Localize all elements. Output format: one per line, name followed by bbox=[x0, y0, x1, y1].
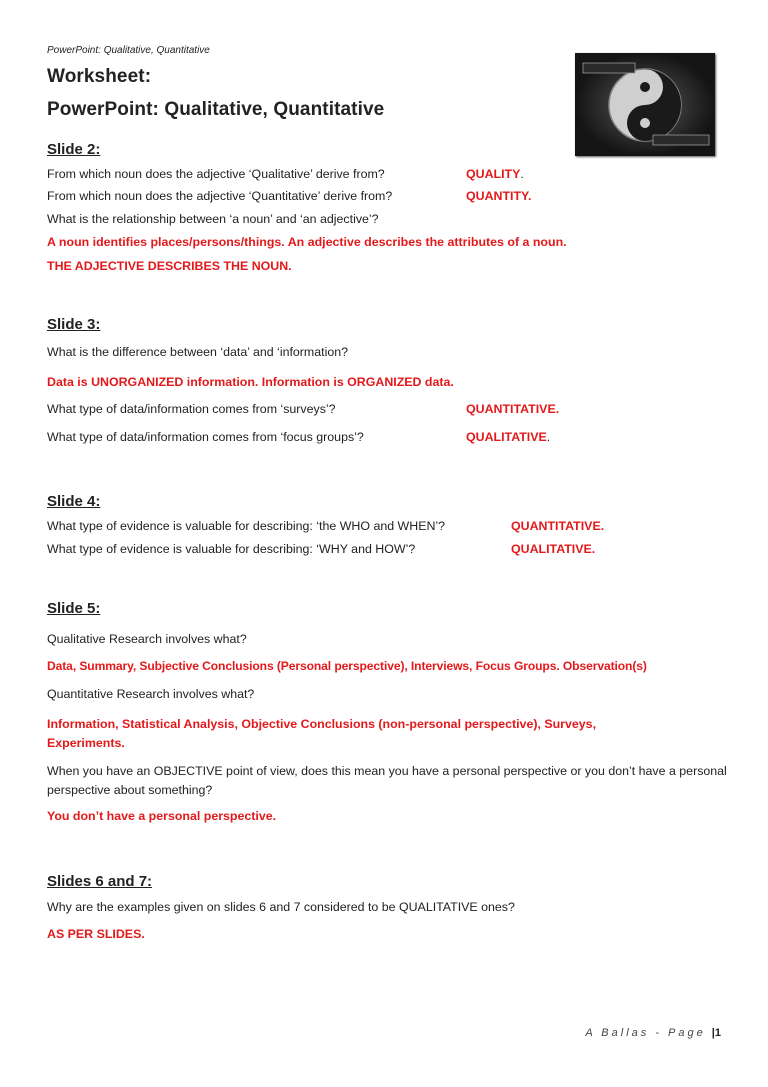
slide-5-answer-3: You don’t have a personal perspective. bbox=[47, 809, 277, 823]
page-header: PowerPoint: Qualitative, Quantitative bbox=[47, 45, 210, 56]
slide-2-answer-1: QUALITY bbox=[466, 167, 521, 181]
slide-5-heading: Slide 5: bbox=[47, 600, 101, 617]
slide-4-heading: Slide 4: bbox=[47, 493, 101, 510]
slide-4-answer-1: QUANTITATIVE. bbox=[511, 519, 605, 533]
slides-6-7-heading: Slides 6 and 7: bbox=[47, 873, 153, 890]
slide-3-question-2: What type of data/information comes from ‘surveys’? bbox=[47, 402, 336, 416]
slide-2-question-1: From which noun does the adjective ‘Qualitative’ derive from? bbox=[47, 167, 385, 181]
slide-5-question-2: Quantitative Research involves what? bbox=[47, 687, 255, 701]
slide-3-answer-2: QUANTITATIVE. bbox=[466, 402, 560, 416]
slides-6-7-answer-1: AS PER SLIDES. bbox=[47, 927, 145, 941]
slide-2-heading: Slide 2: bbox=[47, 141, 101, 158]
slide-2-answer-3: A noun identifies places/persons/things. An adjective describes the attributes of a noun. bbox=[47, 235, 567, 249]
yin-yang-logo-image bbox=[575, 53, 715, 156]
slide-3-question-3: What type of data/information comes from ‘focus groups’? bbox=[47, 430, 364, 444]
slide-2-question-2: From which noun does the adjective ‘Quantitative’ derive from? bbox=[47, 189, 393, 203]
slide-4-answer-2: QUALITATIVE. bbox=[511, 542, 596, 556]
slide-2-answer-1-period: . bbox=[520, 167, 524, 181]
slide-5-question-3: When you have an OBJECTIVE point of view, does this mean you have a personal perspective or you don’t have a personal perspective about something? bbox=[47, 764, 727, 797]
slide-2-question-3: What is the relationship between ‘a noun’ and ‘an adjective’? bbox=[47, 212, 379, 226]
footer-separator: | bbox=[711, 1027, 715, 1039]
slide-3-heading: Slide 3: bbox=[47, 316, 101, 333]
worksheet-subtitle: PowerPoint: Qualitative, Quantitative bbox=[47, 99, 385, 120]
page-footer bbox=[585, 1027, 721, 1039]
slide-3-answer-1: Data is UNORGANIZED information. Information is ORGANIZED data. bbox=[47, 375, 454, 389]
worksheet-title: Worksheet: bbox=[47, 66, 152, 87]
slide-5-answer-2: Information, Statistical Analysis, Objective Conclusions (non-personal perspective), Surveys, Experiments. bbox=[47, 717, 597, 750]
page-number: 1 bbox=[714, 1027, 721, 1039]
slide-2-answer-4: THE ADJECTIVE DESCRIBES THE NOUN. bbox=[47, 259, 292, 273]
slide-3-question-1: What is the difference between ‘data’ and ‘information? bbox=[47, 345, 348, 359]
yin-yang-icon bbox=[575, 53, 715, 156]
slide-3-answer-3-line bbox=[466, 430, 550, 444]
slide-5-question-1: Qualitative Research involves what? bbox=[47, 632, 247, 646]
slide-3-answer-3-period: . bbox=[546, 430, 551, 444]
slide-2-answer-1-line bbox=[466, 167, 524, 181]
slide-5-answer-1: Data, Summary, Subjective Conclusions (Personal perspective), Interviews, Focus Groups. Observation(s) bbox=[47, 659, 647, 673]
slide-3-answer-3: QUALITATIVE bbox=[466, 430, 547, 444]
slides-6-7-question-1: Why are the examples given on slides 6 and 7 considered to be QUALITATIVE ones? bbox=[47, 900, 515, 914]
slide-2-answer-2: QUANTITY. bbox=[466, 189, 532, 203]
slide-4-question-1: What type of evidence is valuable for describing: ‘the WHO and WHEN’? bbox=[47, 519, 446, 533]
footer-author-page: A Ballas - Page bbox=[585, 1027, 706, 1039]
slide-4-question-2: What type of evidence is valuable for describing: ‘WHY and HOW’? bbox=[47, 542, 416, 556]
